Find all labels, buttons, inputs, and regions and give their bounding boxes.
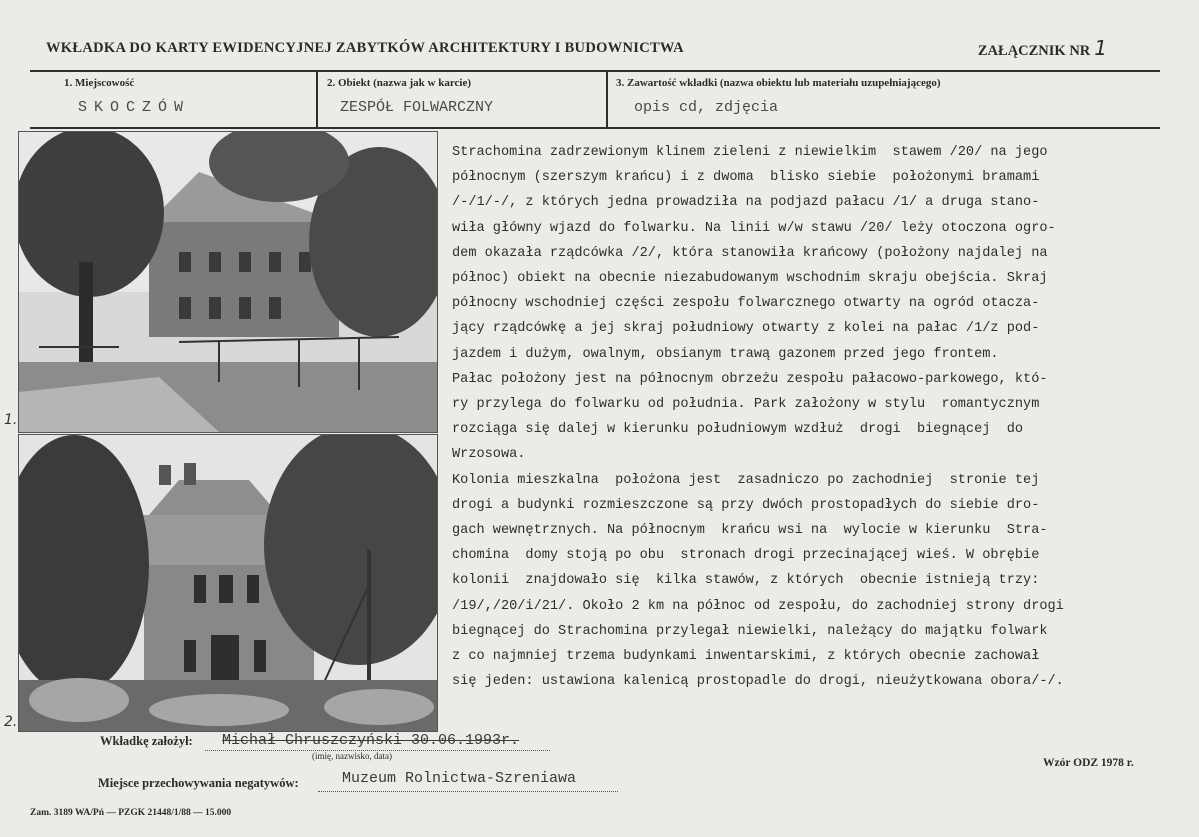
manor-house-photo — [18, 131, 438, 433]
photo-number-1: 1. — [4, 412, 18, 428]
residential-building-photo-icon — [19, 435, 437, 731]
description-line: jazdem i dużym, owalnym, obsianym trawą gazonem przed jego frontem. — [452, 346, 999, 362]
description-line: drogi a budynki rozmieszczone są przy dwóch prostopadłych do siebie dro- — [452, 497, 1040, 513]
description-line: Strachomina zadrzewionym klinem zieleni z niewielkim stawem /20/ na jego — [452, 145, 1048, 160]
description-line: Pałac położony jest na północnym obrzeżu zespołu pałacowo-parkowego, któ- — [452, 371, 1048, 387]
manor-house-photo-icon — [19, 132, 437, 432]
annex-label-text: ZAŁĄCZNIK NR — [977, 43, 1091, 59]
founded-label: Wkładkę założył: — [100, 734, 193, 748]
field-label-locality: 1. Miejscowość — [64, 77, 135, 89]
pattern-label: Wzór ODZ 1978 r. — [1043, 757, 1134, 769]
description-line: kolonii znajdowało się kilka stawów, z których obecnie istnieją trzy: — [452, 573, 1040, 589]
photo-number-2: 2. — [4, 714, 18, 730]
field-label-object: 2. Obiekt (nazwa jak w karcie) — [327, 77, 472, 89]
description-line: wiła główny wjazd do folwarku. Na linii w/w stawu /20/ leży otoczona ogro- — [452, 220, 1056, 236]
field-value-content: opis cd, zdjęcia — [634, 99, 779, 116]
fields-divider — [30, 127, 1160, 129]
field-value-locality: SKOCZÓW — [78, 99, 191, 116]
storage-value: Muzeum Rolnictwa-Szreniawa — [342, 770, 577, 787]
annex-number: 1 — [1094, 36, 1107, 60]
description-line: się jeden: ustawiona kalenicą prostopadle do drogi, nieużytkowana obora/-/. — [452, 674, 1064, 690]
founded-value: Michał Chruszczyński 30.06.1993r. — [222, 732, 520, 749]
description-line: chomina domy stoją po obu stronach drogi przecinającej wieś. W obrębie — [452, 548, 1040, 564]
top-divider — [30, 70, 1160, 72]
description-line: rozciąga się dalej w kierunku południowym wzdłuż drogi biegnącej do — [452, 422, 1024, 438]
description-line: /-/1/-/, z których jedna prowadziła na podjazd pałacu /1/ a druga stano- — [452, 195, 1040, 211]
description-line: z co najmniej trzema budynkami inwentarskimi, z których obecnie zachował — [452, 649, 1040, 665]
annex-label — [978, 36, 1107, 60]
description-line: dem okazała rządcówka /2/, która stanowiła krańcowy (położony najdalej na — [452, 245, 1048, 261]
founded-hint: (imię, nazwisko, data) — [312, 751, 392, 761]
description-line: Kolonia mieszkalna położona jest zasadniczo po zachodniej stronie tej — [452, 472, 1040, 488]
description-line: północny wschodniej części zespołu folwarcznego otwarty na ogród otacza- — [452, 296, 1040, 312]
residential-building-photo — [18, 434, 438, 732]
description-line: /19/,/20/i/21/. Około 2 km na północ od zespołu, do zachodniej strony drogi — [452, 598, 1064, 614]
header-title: WKŁADKA DO KARTY EWIDENCYJNEJ ZABYTKÓW ARCHITEKTURY I BUDOWNICTWA — [46, 40, 684, 56]
storage-label: Miejsce przechowywania negatywów: — [98, 776, 299, 790]
description-line: biegnącej do Strachomina przylegał niewielki, należący do majątku folwark — [452, 623, 1048, 639]
field-divider-2 — [606, 72, 608, 128]
description-line: północ) obiekt na obecnie niezabudowanym wschodnim skraju obejścia. Skraj — [452, 271, 1048, 287]
description-text — [452, 140, 1182, 694]
description-line: gach wewnętrznych. Na północnym krańcu wsi na wylocie w kierunku Stra- — [452, 523, 1048, 539]
order-info: Zam. 3189 WA/Pń — PZGK 21448/1/88 — 15.000 — [30, 808, 232, 818]
field-divider-1 — [316, 72, 318, 128]
description-line: północnym (szerszym krańcu) i z dwoma blisko siebie położonymi bramami — [452, 170, 1040, 186]
description-line: ry przylega do folwarku od południa. Park założony w stylu romantycznym — [452, 397, 1040, 413]
storage-dotline — [318, 791, 618, 792]
field-value-object: ZESPÓŁ FOLWARCZNY — [340, 99, 494, 116]
field-label-content: 3. Zawartość wkładki (nazwa obiektu lub materiału uzupełniającego) — [616, 77, 941, 89]
description-line: jący rządcówkę a jej skraj południowy otwarty z kolei na pałac /1/z pod- — [452, 321, 1040, 337]
description-line: Wrzosowa. — [452, 447, 526, 463]
